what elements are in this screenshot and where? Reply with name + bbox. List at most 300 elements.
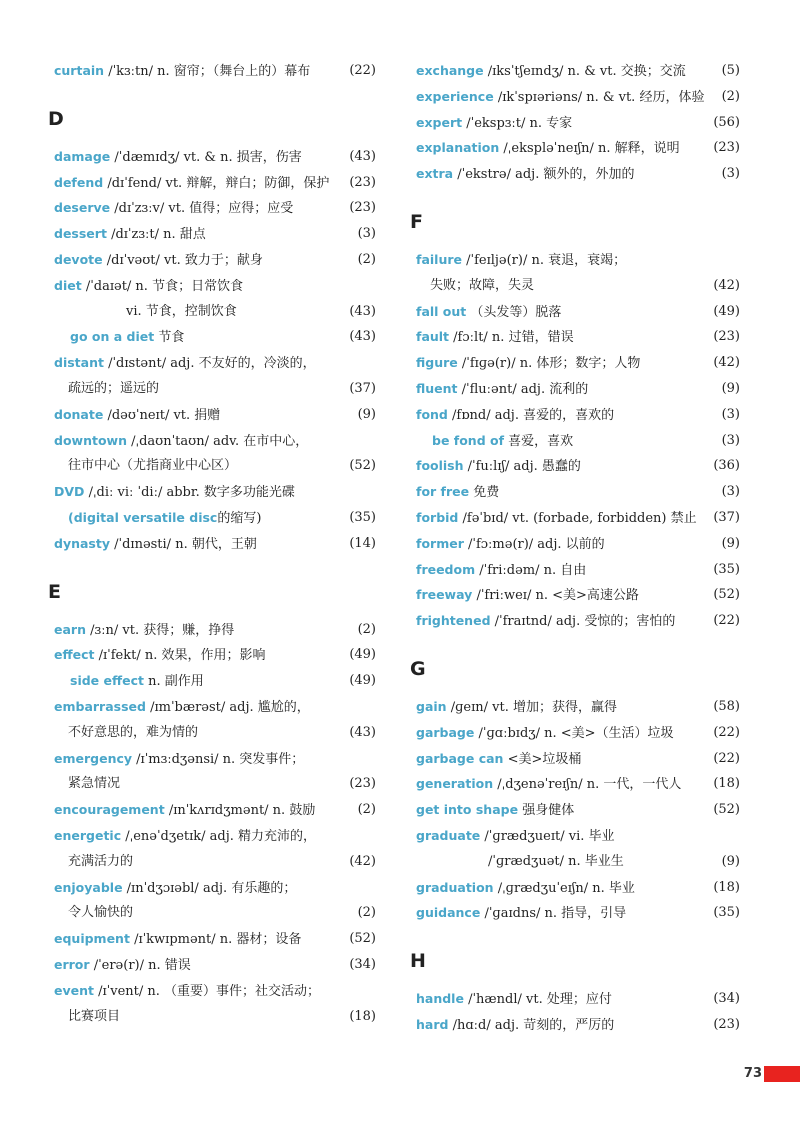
headword: frightened [416, 613, 491, 629]
headword: fall out [416, 303, 467, 319]
entry-definition: /ˈfɔːmə(r)/ adj. 以前的 [463, 536, 605, 552]
dictionary-entry [416, 299, 740, 325]
page-reference: (52) [349, 931, 376, 947]
entry-line [416, 479, 740, 505]
headword: dynasty [54, 535, 110, 551]
page-reference: (35) [713, 561, 740, 577]
dictionary-entry [416, 505, 740, 531]
entry-definition: /ɡeɪn/ vt. 增加；获得，赢得 [446, 699, 617, 715]
entry-definition: /dɪˈzɜːv/ vt. 值得；应得；应受 [110, 201, 294, 217]
entry-definition: /dɪˈvəʊt/ vt. 致力于；献身 [102, 252, 263, 268]
section-letter: G [410, 657, 426, 680]
entry-line [416, 797, 740, 823]
entry-line [416, 1012, 740, 1038]
entry-line [54, 531, 376, 557]
headword: handle [416, 991, 464, 1007]
page-reference: (22) [713, 613, 740, 629]
dictionary-entry [54, 746, 376, 798]
dictionary-entry [54, 694, 376, 746]
right-column [410, 58, 740, 1060]
headword: forbid [416, 509, 459, 525]
entry-definition: 节食 [154, 330, 185, 346]
dictionary-entry [416, 608, 740, 634]
dictionary-entry [54, 823, 376, 875]
headword: expert [416, 114, 463, 130]
entry-line [54, 247, 376, 273]
dictionary-entry [416, 479, 740, 505]
entry-line [54, 195, 376, 221]
page-reference: (3) [721, 406, 740, 422]
entry-definition: 免费 [469, 485, 500, 501]
headword: get into shape [416, 802, 519, 818]
entry-line [54, 746, 376, 772]
entry-line [416, 746, 740, 772]
headword: downtown [54, 432, 127, 448]
section-letter: H [410, 950, 426, 973]
dictionary-entry [416, 428, 740, 454]
entry-line [416, 720, 740, 746]
headword: equipment [54, 931, 130, 947]
entry-definition: /ˈɡɑːbɪdʒ/ n. <美>（生活）垃圾 [474, 725, 674, 741]
headword: deserve [54, 200, 111, 216]
headword: side effect [70, 673, 144, 689]
page-reference: (18) [713, 879, 740, 895]
entry-definition: 紧急情况 [68, 776, 121, 792]
entry-line [54, 797, 376, 823]
entry-line [416, 986, 740, 1012]
entry-line [416, 273, 740, 299]
entry-line [416, 694, 740, 720]
entry-line [416, 376, 740, 402]
entry-line [416, 135, 740, 161]
dictionary-section [48, 106, 376, 557]
headword: distant [54, 355, 104, 371]
dictionary-entry [54, 642, 376, 668]
headword: fault [416, 329, 450, 345]
entry-line [54, 978, 376, 1004]
page-number: 73 [743, 1066, 762, 1081]
dictionary-entry [54, 428, 376, 480]
page-reference: (2) [357, 251, 376, 267]
headword: encouragement [54, 802, 165, 818]
entry-line [416, 110, 740, 136]
entry-definition: /hɑːd/ adj. 苛刻的，严厉的 [448, 1017, 615, 1033]
entry-definition: /ˌdaʊnˈtaʊn/ adv. 在市中心， [127, 433, 309, 449]
entry-line [54, 694, 376, 720]
entry-line [416, 299, 740, 325]
page-reference: (23) [349, 200, 376, 216]
headword: energetic [54, 827, 122, 843]
entry-definition: /ɪˈkwɪpmənt/ n. 器材；设备 [129, 932, 302, 948]
entry-line [416, 58, 740, 84]
entry-line [54, 428, 376, 454]
dictionary-entry [54, 875, 376, 927]
headword: diet [54, 277, 82, 293]
entry-definition: 的缩写) [217, 510, 262, 526]
entry-line [54, 376, 376, 402]
dictionary-section [410, 209, 740, 634]
headword: error [54, 956, 90, 972]
entry-definition: /ˈfriːweɪ/ n. <美>高速公路 [472, 588, 639, 604]
headword: go on a diet [70, 329, 155, 345]
page-reference: (2) [357, 621, 376, 637]
page-reference: (49) [349, 673, 376, 689]
headword: fluent [416, 380, 458, 396]
entry-line [54, 849, 376, 875]
entry-line [416, 161, 740, 187]
entry-line [54, 299, 376, 325]
entry-line [54, 402, 376, 428]
entry-definition: /ˈɡrædʒueɪt/ vi. 毕业 [480, 828, 615, 844]
dictionary-entry [54, 170, 376, 196]
entry-line [54, 952, 376, 978]
page-reference: (52) [349, 458, 376, 474]
page-reference: (23) [713, 329, 740, 345]
dictionary-entry [416, 247, 740, 299]
headword: graduation [416, 879, 494, 895]
entry-definition: 失败；故障，失灵 [430, 277, 535, 293]
entry-definition: 喜爱，喜欢 [504, 433, 574, 449]
dictionary-entry [54, 221, 376, 247]
entry-line [54, 900, 376, 926]
page-reference: (23) [349, 174, 376, 190]
entry-line [416, 247, 740, 273]
entry-definition: /ɪmˈbærəst/ adj. 尴尬的， [145, 699, 310, 715]
dictionary-entry [416, 161, 740, 187]
dictionary-entry [54, 350, 376, 402]
entry-line [416, 582, 740, 608]
dictionary-entry [54, 617, 376, 643]
headword: garbage [416, 724, 475, 740]
headword: defend [54, 174, 104, 190]
page-reference: (42) [349, 853, 376, 869]
dictionary-entry [416, 135, 740, 161]
entry-line [54, 58, 376, 84]
dictionary-entry [54, 531, 376, 557]
entry-definition: /ˈhændl/ vt. 处理；应付 [463, 992, 612, 1008]
dictionary-entry [416, 58, 740, 84]
dictionary-entry [54, 195, 376, 221]
page-reference: (43) [349, 148, 376, 164]
headword: garbage can [416, 750, 504, 766]
page-reference: (3) [721, 432, 740, 448]
entry-definition: /ˈekspɜːt/ n. 专家 [462, 115, 573, 131]
page-reference: (52) [713, 802, 740, 818]
dictionary-entry [416, 324, 740, 350]
dictionary-section [54, 58, 376, 84]
dictionary-entry [416, 720, 740, 746]
entry-definition: 令人愉快的 [68, 905, 134, 921]
entry-line [54, 642, 376, 668]
page-reference: (22) [713, 750, 740, 766]
dictionary-entry [416, 900, 740, 926]
page-reference: (43) [349, 303, 376, 319]
headword: exchange [416, 63, 484, 78]
entry-definition: /fəˈbɪd/ vt. (forbade, forbidden) 禁止 [458, 510, 697, 526]
dictionary-entry [416, 746, 740, 772]
dictionary-entry [54, 402, 376, 428]
entry-definition: /ˈdaɪət/ n. 节食；日常饮食 [81, 278, 244, 294]
headword: damage [54, 148, 111, 164]
page-reference: (23) [713, 1016, 740, 1032]
entry-line [54, 823, 376, 849]
entry-definition: /ˈɡrædʒuət/ n. 毕业生 [488, 853, 624, 869]
entry-definition: /ˈfeɪljə(r)/ n. 衰退，衰竭； [461, 252, 627, 268]
headword: DVD [54, 484, 85, 500]
entry-line [54, 926, 376, 952]
dictionary-entry [54, 479, 376, 531]
dictionary-entry [54, 926, 376, 952]
headword: (digital versatile disc [68, 509, 218, 525]
dictionary-entry [416, 84, 740, 110]
dictionary-entry [416, 582, 740, 608]
page-reference: (22) [349, 63, 376, 78]
entry-definition: /dɪˈfend/ vt. 辩解，辩白；防御，保护 [103, 175, 330, 191]
page-reference: (2) [357, 802, 376, 818]
entry-definition: 强身健体 [518, 803, 575, 819]
entry-definition: <美>垃圾桶 [503, 751, 582, 767]
entry-line [416, 453, 740, 479]
entry-line [416, 875, 740, 901]
headword: foolish [416, 458, 464, 474]
section-letter: D [48, 107, 64, 130]
headword: event [54, 982, 94, 998]
dictionary-entry [416, 453, 740, 479]
dictionary-entry [54, 273, 376, 325]
dictionary-entry [416, 110, 740, 136]
entry-line [54, 720, 376, 746]
entry-line [54, 144, 376, 170]
dictionary-entry [54, 668, 376, 694]
entry-definition: /ˈkɜːtn/ n. 窗帘；（舞台上的）幕布 [104, 64, 311, 79]
entry-line [54, 668, 376, 694]
entry-definition: /ˌɡrædʒuˈeɪʃn/ n. 毕业 [493, 880, 635, 896]
entry-line [54, 617, 376, 643]
dictionary-entry [416, 694, 740, 720]
entry-line [54, 350, 376, 376]
entry-definition: /ˈfuːlɪʃ/ adj. 愚蠢的 [463, 459, 581, 475]
headword: failure [416, 251, 462, 267]
page-reference: (42) [713, 277, 740, 293]
entry-line [54, 221, 376, 247]
page-reference: (52) [713, 587, 740, 603]
dictionary-entry [416, 350, 740, 376]
entry-line [416, 608, 740, 634]
entry-definition: /ɪksˈtʃeɪndʒ/ n. & vt. 交换；交流 [483, 64, 686, 79]
entry-line [416, 428, 740, 454]
page-reference: (3) [721, 484, 740, 500]
entry-line [54, 453, 376, 479]
headword: explanation [416, 140, 500, 156]
headword: effect [54, 647, 95, 663]
page-reference: (43) [349, 329, 376, 345]
page-reference: (2) [721, 88, 740, 104]
dictionary-entry [416, 402, 740, 428]
page-reference: (18) [349, 1008, 376, 1024]
dictionary-entry [416, 557, 740, 583]
headword: for free [416, 484, 470, 500]
entry-definition: /dɪˈzɜːt/ n. 甜点 [106, 227, 206, 243]
dictionary-section [410, 656, 740, 926]
headword: enjoyable [54, 879, 123, 895]
entry-line [416, 823, 740, 849]
entry-definition: /ˈerə(r)/ n. 错误 [89, 957, 191, 973]
entry-definition: /ˈdɪnəsti/ n. 朝代，王朝 [110, 536, 257, 552]
dictionary-entry [416, 376, 740, 402]
dictionary-entry [54, 978, 376, 1030]
section-letter: F [410, 210, 423, 233]
entry-line [54, 479, 376, 505]
entry-definition: /ɪnˈdʒɔɪəbl/ adj. 有乐趣的； [122, 880, 297, 896]
headword: generation [416, 776, 494, 792]
entry-definition: 比赛项目 [68, 1008, 121, 1024]
entry-line [416, 557, 740, 583]
dictionary-entry [416, 875, 740, 901]
entry-definition: /fɔːlt/ n. 过错，错误 [449, 330, 574, 346]
entry-definition: /ˈekstrə/ adj. 额外的，外加的 [453, 167, 635, 183]
entry-line [54, 273, 376, 299]
dictionary-entry [54, 952, 376, 978]
entry-line [416, 900, 740, 926]
entry-definition: /dəʊˈneɪt/ vt. 捐赠 [103, 407, 221, 423]
page-reference: (9) [721, 535, 740, 551]
dictionary-entry [54, 797, 376, 823]
page-reference: (49) [349, 647, 376, 663]
entry-line [416, 849, 740, 875]
page-reference: (35) [349, 509, 376, 525]
headword: earn [54, 621, 86, 637]
entry-definition: /ˈfɪɡə(r)/ n. 体形；数字；人物 [457, 356, 641, 372]
page-reference: (22) [713, 724, 740, 740]
page-reference: (56) [713, 114, 740, 130]
headword: embarrassed [54, 698, 146, 714]
page-reference: (35) [713, 905, 740, 921]
entry-definition: /ɜːn/ vt. 获得；赚，挣得 [85, 622, 235, 638]
entry-line [54, 875, 376, 901]
entry-definition: （头发等）脱落 [466, 304, 562, 320]
entry-line [416, 324, 740, 350]
entry-definition: /ˌdʒenəˈreɪʃn/ n. 一代，一代人 [493, 777, 682, 793]
headword: dessert [54, 226, 107, 242]
entry-definition: 疏远的；遥远的 [68, 380, 160, 396]
page-reference: (23) [349, 776, 376, 792]
entry-definition: /ɪˈfekt/ n. 效果，作用；影响 [94, 648, 266, 664]
dictionary-entry [416, 986, 740, 1012]
left-column [48, 58, 376, 1051]
entry-definition: /ˌekspləˈneɪʃn/ n. 解释，说明 [499, 141, 680, 157]
headword: fond [416, 406, 448, 422]
entry-line [54, 170, 376, 196]
dictionary-section [410, 948, 740, 1038]
dictionary-entry [416, 1012, 740, 1038]
entry-definition: /ˈɡaɪdns/ n. 指导，引导 [480, 906, 627, 922]
entry-definition: /ˈfluːənt/ adj. 流利的 [457, 381, 589, 397]
dictionary-entry [416, 823, 740, 875]
entry-definition: /ˈdɪstənt/ adj. 不友好的，冷淡的， [103, 356, 316, 372]
page-reference: (42) [713, 355, 740, 371]
page-reference: (34) [713, 991, 740, 1007]
page-reference: (18) [713, 776, 740, 792]
entry-line [416, 531, 740, 557]
entry-definition: /ɪnˈkʌrɪdʒmənt/ n. 鼓励 [164, 803, 316, 819]
entry-definition: 往市中心（尤指商业中心区） [68, 458, 238, 474]
page-reference: (9) [357, 406, 376, 422]
entry-definition: /ˈfriːdəm/ n. 自由 [475, 562, 587, 578]
entry-definition: /ɪkˈspɪəriəns/ n. & vt. 经历，体验 [493, 89, 705, 105]
entry-definition: vi. 节食，控制饮食 [126, 303, 237, 319]
headword: emergency [54, 750, 133, 766]
page-reference: (37) [349, 380, 376, 396]
entry-line [54, 324, 376, 350]
headword: freedom [416, 561, 476, 577]
entry-line [54, 771, 376, 797]
page-reference: (9) [721, 853, 740, 869]
page-reference: (2) [357, 905, 376, 921]
section-letter: E [48, 580, 61, 603]
page-reference: (14) [349, 535, 376, 551]
page-reference: (34) [349, 956, 376, 972]
page-reference: (49) [713, 303, 740, 319]
page-reference: (43) [349, 724, 376, 740]
dictionary-section [416, 58, 740, 187]
dictionary-entry [54, 324, 376, 350]
headword: curtain [54, 63, 105, 78]
page-reference: (36) [713, 458, 740, 474]
dictionary-section [48, 579, 376, 1030]
headword: figure [416, 355, 458, 371]
entry-line [416, 505, 740, 531]
headword: extra [416, 166, 454, 182]
entry-definition: 不好意思的，难为情的 [68, 724, 199, 740]
entry-definition: /ˌenəˈdʒetɪk/ adj. 精力充沛的， [121, 828, 317, 844]
headword: hard [416, 1016, 449, 1032]
entry-line [416, 771, 740, 797]
dictionary-entry [54, 58, 376, 84]
page-reference: (58) [713, 698, 740, 714]
page-reference: (3) [721, 166, 740, 182]
entry-definition: /ɪˈvent/ n. （重要）事件；社交活动； [93, 983, 321, 999]
entry-line [54, 1004, 376, 1030]
page-reference: (5) [721, 63, 740, 78]
entry-definition: /ˈfraɪtnd/ adj. 受惊的；害怕的 [490, 614, 676, 630]
dictionary-entry [54, 247, 376, 273]
headword: experience [416, 88, 494, 104]
page-reference: (9) [721, 380, 740, 396]
dictionary-entry [416, 797, 740, 823]
entry-line [416, 350, 740, 376]
dictionary-entry [416, 531, 740, 557]
page-reference: (37) [713, 509, 740, 525]
entry-line [54, 505, 376, 531]
dictionary-entry [416, 771, 740, 797]
headword: former [416, 535, 464, 551]
page-number-bar [764, 1066, 800, 1082]
headword: graduate [416, 827, 481, 843]
entry-definition: /fɒnd/ adj. 喜爱的，喜欢的 [447, 407, 615, 423]
entry-definition: /ˌdiː viː ˈdiː/ abbr. 数字多功能光碟 [84, 485, 295, 501]
headword: devote [54, 251, 103, 267]
page-reference: (23) [713, 140, 740, 156]
entry-definition: 充满活力的 [68, 853, 134, 869]
entry-line [416, 84, 740, 110]
headword: be fond of [432, 432, 505, 448]
headword: freeway [416, 587, 473, 603]
headword: guidance [416, 905, 481, 921]
entry-definition: /ɪˈmɜːdʒənsi/ n. 突发事件； [132, 751, 305, 767]
entry-definition: /ˈdæmɪdʒ/ vt. & n. 损害，伤害 [110, 149, 302, 165]
page-reference: (3) [357, 226, 376, 242]
entry-definition: n. 副作用 [143, 674, 204, 690]
